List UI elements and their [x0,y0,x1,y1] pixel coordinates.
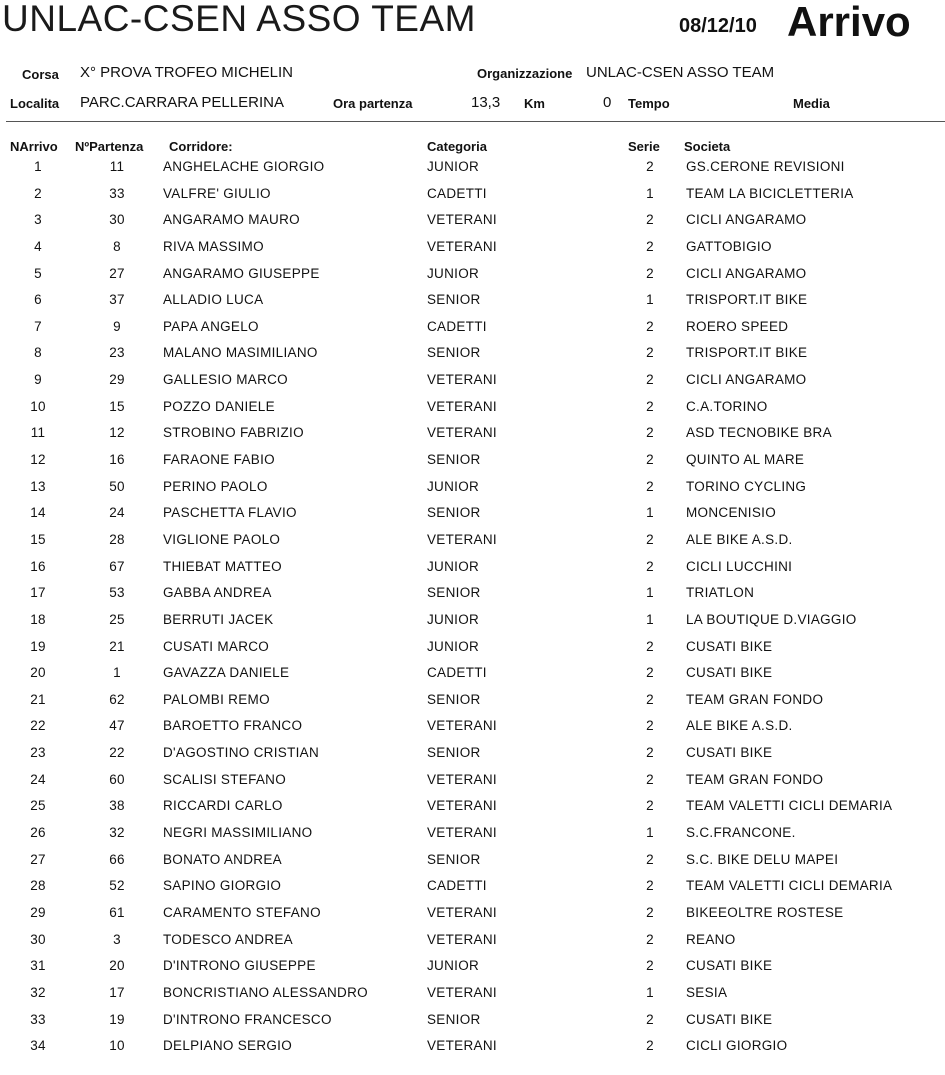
rider-name: BONATO ANDREA [163,851,282,867]
table-row [0,212,945,239]
category: VETERANI [427,931,497,947]
start-number: 24 [109,505,125,521]
arrival-position: 5 [34,265,42,281]
start-number: 47 [109,718,125,734]
arrival-position: 20 [30,665,46,681]
start-number: 28 [109,531,125,547]
table-row [0,985,945,1012]
arrival-position: 21 [30,691,46,707]
rider-name: PALOMBI REMO [163,691,270,707]
table-row [0,159,945,186]
start-number: 52 [109,878,125,894]
table-row [0,718,945,745]
series: 1 [646,185,654,201]
start-number: 53 [109,585,125,601]
rider-name: TODESCO ANDREA [163,931,293,947]
category: SENIOR [427,745,481,761]
rider-name: DELPIANO SERGIO [163,1038,293,1054]
table-row [0,239,945,266]
arrival-position: 1 [34,159,42,174]
rider-name: D'INTRONO FRANCESCO [163,1011,332,1027]
category: VETERANI [427,798,497,814]
team: ALE BIKE A.S.D. [686,718,793,734]
category: SENIOR [427,345,481,361]
series: 2 [646,771,654,787]
series: 2 [646,851,654,867]
team: TRIATLON [686,585,755,601]
rider-name: ANGHELACHE GIORGIO [163,159,325,174]
table-row [0,479,945,506]
series: 2 [646,1038,654,1054]
result-type-heading: Arrivo [787,0,911,45]
series: 2 [646,318,654,334]
col-header-npartenza: NºPartenza [75,139,144,154]
series: 2 [646,958,654,974]
category: SENIOR [427,292,481,308]
series: 2 [646,665,654,681]
start-number: 10 [109,1038,125,1054]
table-row [0,532,945,559]
table-row [0,1012,945,1039]
team: TRISPORT.IT BIKE [686,292,808,308]
team: REANO [686,931,736,947]
race-date: 08/12/10 [679,15,757,37]
start-number: 15 [109,398,125,414]
start-number: 22 [109,745,125,761]
category: VETERANI [427,1038,497,1054]
arrival-position: 24 [30,771,46,787]
arrival-position: 31 [30,958,46,974]
table-row [0,878,945,905]
table-row [0,319,945,346]
team: CUSATI BIKE [686,665,773,681]
rider-name: CUSATI MARCO [163,638,270,654]
series: 2 [646,452,654,468]
series: 2 [646,718,654,734]
rider-name: D'AGOSTINO CRISTIAN [163,745,320,761]
series: 2 [646,372,654,388]
team: CUSATI BIKE [686,958,773,974]
tempo-label: Tempo [628,96,670,111]
series: 2 [646,904,654,920]
table-row [0,585,945,612]
rider-name: ANGARAMO MAURO [163,212,300,228]
series: 2 [646,159,654,174]
category: CADETTI [427,665,487,681]
table-row [0,505,945,532]
arrival-position: 28 [30,878,46,894]
category: SENIOR [427,452,481,468]
arrival-position: 4 [34,238,42,254]
category: SENIOR [427,851,481,867]
arrival-position: 22 [30,718,46,734]
arrival-position: 12 [30,452,46,468]
rider-name: ALLADIO LUCA [163,292,264,308]
series: 2 [646,238,654,254]
table-row [0,292,945,319]
start-number: 3 [113,931,121,947]
team: CICLI ANGARAMO [686,372,807,388]
rider-name: PASCHETTA FLAVIO [163,505,297,521]
team: CUSATI BIKE [686,1011,773,1027]
start-number: 38 [109,798,125,814]
arrival-position: 26 [30,825,46,841]
results-table [0,159,945,1065]
team: BIKEEOLTRE ROSTESE [686,904,844,920]
arrival-position: 3 [34,212,42,228]
corsa-label: Corsa [22,67,59,82]
rider-name: VALFRE' GIULIO [163,185,271,201]
header-divider [6,121,945,122]
rider-name: MALANO MASIMILIANO [163,345,318,361]
start-number: 20 [109,958,125,974]
start-number: 30 [109,212,125,228]
col-header-categoria: Categoria [427,139,487,154]
rider-name: STROBINO FABRIZIO [163,425,304,441]
start-number: 11 [109,159,125,174]
ora-partenza-value: 13,3 [471,94,501,111]
category: JUNIOR [427,558,480,574]
team: CICLI ANGARAMO [686,265,807,281]
category: SENIOR [427,505,481,521]
localita-label: Localita [10,96,60,111]
start-number: 25 [109,611,125,627]
category: VETERANI [427,904,497,920]
start-number: 50 [109,478,125,494]
team: CUSATI BIKE [686,638,773,654]
rider-name: NEGRI MASSIMILIANO [163,825,313,841]
arrival-position: 27 [30,851,46,867]
arrival-position: 9 [34,372,42,388]
table-row [0,825,945,852]
rider-name: GABBA ANDREA [163,585,272,601]
series: 2 [646,691,654,707]
start-number: 1 [113,665,121,681]
start-number: 37 [109,292,125,308]
category: VETERANI [427,825,497,841]
series: 2 [646,878,654,894]
team: ROERO SPEED [686,318,789,334]
arrival-position: 30 [30,931,46,947]
series: 1 [646,585,654,601]
start-number: 61 [109,904,125,920]
ora-partenza-label: Ora partenza [333,96,413,111]
arrival-position: 8 [34,345,42,361]
category: SENIOR [427,691,481,707]
team: CICLI LUCCHINI [686,558,793,574]
rider-name: BONCRISTIANO ALESSANDRO [163,984,368,1000]
rider-name: SCALISI STEFANO [163,771,287,787]
rider-name: BERRUTI JACEK [163,611,274,627]
category: JUNIOR [427,611,480,627]
series: 2 [646,638,654,654]
start-number: 8 [113,238,121,254]
rider-name: RICCARDI CARLO [163,798,283,814]
table-row [0,345,945,372]
page-title: UNLAC-CSEN ASSO TEAM [2,0,476,39]
arrival-position: 11 [30,425,46,441]
rider-name: BAROETTO FRANCO [163,718,303,734]
team: TEAM VALETTI CICLI DEMARIA [686,878,893,894]
table-row [0,798,945,825]
series: 2 [646,798,654,814]
category: VETERANI [427,718,497,734]
table-row [0,559,945,586]
rider-name: GALLESIO MARCO [163,372,288,388]
arrival-position: 14 [30,505,46,521]
rider-name: POZZO DANIELE [163,398,275,414]
table-row [0,372,945,399]
series: 2 [646,345,654,361]
category: VETERANI [427,984,497,1000]
table-row [0,1038,945,1065]
rider-name: SAPINO GIORGIO [163,878,282,894]
category: VETERANI [427,238,497,254]
arrival-position: 16 [30,558,46,574]
category: CADETTI [427,878,487,894]
category: SENIOR [427,585,481,601]
table-row [0,852,945,879]
media-label: Media [793,96,830,111]
rider-name: ANGARAMO GIUSEPPE [163,265,320,281]
category: JUNIOR [427,265,480,281]
table-row [0,399,945,426]
team: TRISPORT.IT BIKE [686,345,808,361]
team: GS.CERONE REVISIONI [686,159,845,174]
category: VETERANI [427,771,497,787]
col-header-societa: Societa [684,139,731,154]
team: ALE BIKE A.S.D. [686,531,793,547]
col-header-serie: Serie [628,139,660,154]
series: 2 [646,398,654,414]
start-number: 16 [109,452,125,468]
start-number: 9 [113,318,121,334]
table-row [0,425,945,452]
category: VETERANI [427,398,497,414]
start-number: 19 [109,1011,125,1027]
series: 2 [646,265,654,281]
table-row [0,692,945,719]
start-number: 67 [109,558,125,574]
category: VETERANI [427,531,497,547]
team: GATTOBIGIO [686,238,772,254]
table-row [0,452,945,479]
rider-name: FARAONE FABIO [163,452,275,468]
arrival-position: 6 [34,292,42,308]
team: S.C.FRANCONE. [686,825,796,841]
team: CICLI ANGARAMO [686,212,807,228]
team: QUINTO AL MARE [686,452,805,468]
arrival-position: 13 [30,478,46,494]
table-row [0,772,945,799]
arrival-position: 17 [30,585,46,601]
start-number: 27 [109,265,125,281]
category: CADETTI [427,318,487,334]
table-row [0,266,945,293]
category: JUNIOR [427,958,480,974]
series: 2 [646,931,654,947]
corsa-value: X° PROVA TROFEO MICHELIN [80,64,293,81]
table-row [0,932,945,959]
table-row [0,639,945,666]
team: TEAM GRAN FONDO [686,691,824,707]
team: S.C. BIKE DELU MAPEI [686,851,839,867]
start-number: 23 [109,345,125,361]
col-header-corridore: Corridore: [169,139,233,154]
team: CUSATI BIKE [686,745,773,761]
arrival-position: 18 [30,611,46,627]
table-row [0,612,945,639]
category: JUNIOR [427,638,480,654]
arrival-position: 33 [30,1011,46,1027]
table-row [0,665,945,692]
start-number: 17 [109,984,125,1000]
arrival-position: 25 [30,798,46,814]
series: 2 [646,478,654,494]
team: TEAM LA BICICLETTERIA [686,185,854,201]
series: 1 [646,984,654,1000]
col-header-narrivo: NArrivo [10,139,58,154]
rider-name: RIVA MASSIMO [163,238,264,254]
arrival-position: 23 [30,745,46,761]
start-number: 66 [109,851,125,867]
organizzazione-label: Organizzazione [477,66,573,81]
organizzazione-value: UNLAC-CSEN ASSO TEAM [586,64,775,81]
team: CICLI GIORGIO [686,1038,788,1054]
team: TEAM GRAN FONDO [686,771,824,787]
team: TORINO CYCLING [686,478,807,494]
table-row [0,745,945,772]
series: 1 [646,825,654,841]
start-number: 12 [109,425,125,441]
km-value: 0 [603,94,612,111]
series: 2 [646,1011,654,1027]
rider-name: GAVAZZA DANIELE [163,665,290,681]
rider-name: PERINO PAOLO [163,478,268,494]
category: JUNIOR [427,478,480,494]
start-number: 62 [109,691,125,707]
series: 2 [646,425,654,441]
category: JUNIOR [427,159,480,174]
category: CADETTI [427,185,487,201]
start-number: 60 [109,771,125,787]
rider-name: THIEBAT MATTEO [163,558,282,574]
category: VETERANI [427,212,497,228]
series: 1 [646,292,654,308]
table-row [0,186,945,213]
arrival-position: 34 [30,1038,46,1054]
localita-value: PARC.CARRARA PELLERINA [80,94,284,111]
arrival-position: 10 [30,398,46,414]
rider-name: VIGLIONE PAOLO [163,531,281,547]
table-row [0,905,945,932]
arrival-position: 32 [30,984,46,1000]
arrival-position: 7 [34,318,42,334]
arrival-position: 29 [30,904,46,920]
rider-name: CARAMENTO STEFANO [163,904,321,920]
series: 1 [646,611,654,627]
team: LA BOUTIQUE D.VIAGGIO [686,611,857,627]
category: VETERANI [427,372,497,388]
series: 2 [646,212,654,228]
series: 1 [646,505,654,521]
series: 2 [646,558,654,574]
team: MONCENISIO [686,505,777,521]
category: SENIOR [427,1011,481,1027]
arrival-position: 2 [34,185,42,201]
team: TEAM VALETTI CICLI DEMARIA [686,798,893,814]
series: 2 [646,745,654,761]
arrival-position: 15 [30,531,46,547]
category: VETERANI [427,425,497,441]
series: 2 [646,531,654,547]
rider-name: D'INTRONO GIUSEPPE [163,958,316,974]
km-label: Km [524,96,545,111]
arrival-position: 19 [30,638,46,654]
start-number: 21 [109,638,125,654]
start-number: 33 [109,185,125,201]
team: ASD TECNOBIKE BRA [686,425,832,441]
start-number: 29 [109,372,125,388]
team: C.A.TORINO [686,398,768,414]
rider-name: PAPA ANGELO [163,318,259,334]
start-number: 32 [109,825,125,841]
team: SESIA [686,984,728,1000]
table-row [0,958,945,985]
